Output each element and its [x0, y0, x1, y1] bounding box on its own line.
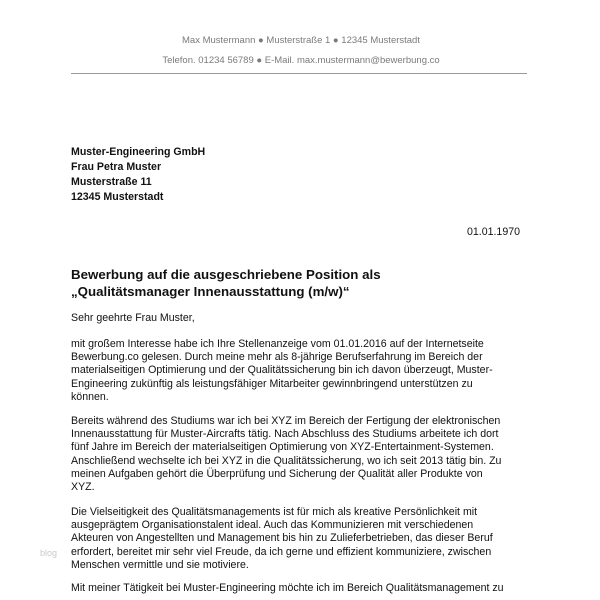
paragraph-line: Engineering zukünftig als leistungsfähiger Mitarbeiter gewinnbringend unterstützen zu	[71, 377, 473, 390]
paragraph-line: Menschen vermittle und sie motiviere.	[71, 558, 249, 571]
paragraph-line: erfordert, bereitet mir sehr viel Freude, da ich gerne und effizient kommuniziere, zwischen	[71, 545, 492, 558]
paragraph-line: Anschließend wechselte ich bei XYZ in die Qualitätssicherung, wo ich seit 2013 tätig bin. Zu	[71, 454, 502, 467]
recipient-address	[71, 145, 205, 205]
paragraph-line: Bereits während des Studiums war ich bei XYZ im Bereich der Fertigung der elektronischen	[71, 415, 501, 427]
paragraph-line: materialseitigen Optimierung und der Qualitätssicherung bin ich davon überzeugt, Muster-	[71, 364, 493, 377]
sender-address-line: Max Mustermann ● Musterstraße 1 ● 12345 Musterstadt	[182, 35, 420, 46]
letter-subject	[71, 266, 381, 300]
recipient-company: Muster-Engineering GmbH	[71, 146, 206, 158]
paragraph-line: können.	[71, 390, 109, 403]
paragraph-line: Akteuren von Angestellten und Management bis hin zu Zulieferbetrieben, das dieser Beruf	[71, 532, 493, 545]
paragraph-line: XYZ.	[71, 481, 95, 494]
paragraph-line: Die Vielseitigkeit des Qualitätsmanagements ist für mich als kreative Persönlichkeit mit	[71, 506, 478, 518]
subject-line-2: „Qualitätsmanager Innenausstattung (m/w)“	[71, 284, 350, 299]
paragraph-line: fünf Jahre im Bereich der materialseitigen Optimierung von XYZ-Entertainment-Systemen.	[71, 441, 494, 454]
paragraph-1	[71, 338, 531, 404]
paragraph-4	[71, 582, 531, 595]
recipient-city: 12345 Musterstadt	[71, 191, 164, 203]
sender-contact-line: Telefon. 01234 56789 ● E-Mail. max.mustermann@bewerbung.co	[162, 55, 440, 66]
watermark-text: blog	[40, 548, 58, 558]
paragraph-2	[71, 415, 531, 494]
paragraph-line: Innenausstattung für Muster-Aircrafts tätig. Nach Abschluss des Studiums arbeitete ich dort	[71, 428, 499, 441]
paragraph-line: Bewerbung.co gelesen. Durch meine mehr als 8-jährige Berufserfahrung im Bereich der	[71, 351, 483, 364]
paragraph-line: mit großem Interesse habe ich Ihre Stellenanzeige vom 01.01.2016 auf der Internetseite	[71, 338, 484, 350]
letter-date: 01.01.1970	[466, 226, 520, 238]
paragraph-line: meinen Aufgaben gehört die Überprüfung und Sicherung der Qualität aller Produkte von	[71, 467, 483, 480]
recipient-contact: Frau Petra Muster	[71, 161, 162, 173]
salutation: Sehr geehrte Frau Muster,	[71, 312, 195, 324]
paragraph-line: ausgeprägtem Organisationstalent ideal. Auch das Kommunizieren mit verschiedenen	[71, 519, 474, 532]
header-divider	[71, 73, 527, 74]
paragraph-3	[71, 506, 531, 572]
subject-line-1: Bewerbung auf die ausgeschriebene Position als	[71, 267, 381, 282]
paragraph-line: Mit meiner Tätigkeit bei Muster-Engineering möchte ich im Bereich Qualitätsmanagement zu	[71, 582, 504, 594]
recipient-street: Musterstraße 11	[71, 176, 152, 188]
